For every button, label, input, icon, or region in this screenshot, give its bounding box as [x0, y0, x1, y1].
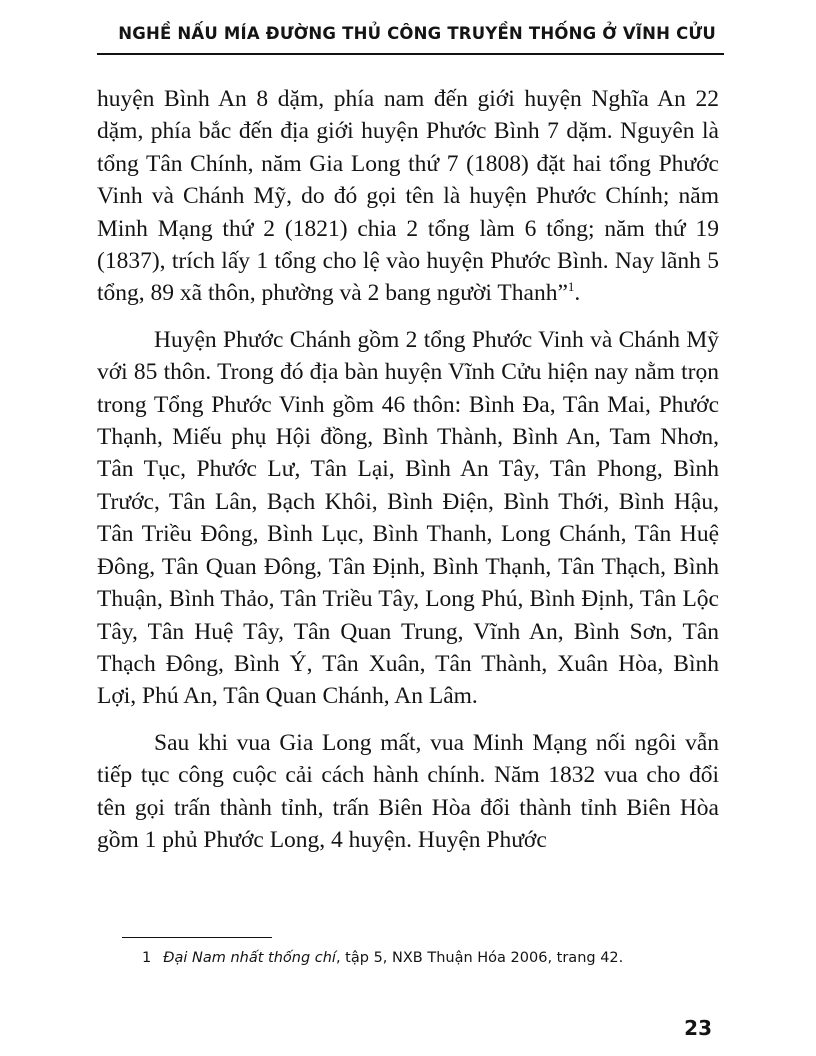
paragraph-2: Huyện Phước Chánh gồm 2 tổng Phước Vinh và Chánh Mỹ với 85 thôn. Trong đó địa bàn huyện Vĩnh Cửu hiện nay nằm trọn trong Tổng Phước Vinh gồm 46 thôn: Bình Đa, Tân Mai, Phước Thạnh, Miếu phụ Hội đồng, Bình Thành, Bình An, Tam Nhơn, Tân Tục, Phước Lư, Tân Lại, Bình An Tây, Tân Phong, Bình Trước, Tân Lân, Bạch Khôi, Bình Điện, Bình Thới, Bình Hậu, Tân Triều Đông, Bình Lục, Bình Thanh, Long Chánh, Tân Huệ Đông, Tân Quan Đông, Tân Định, Bình Thạnh, Tân Thạch, Bình Thuận, Bình Thảo, Tân Triều Tây, Long Phú, Bình Định, Tân Lộc Tây, Tân Huệ Tây, Tân Quan Trung, Vĩnh An, Bình Sơn, Tân Thạch Đông, Bình Ý, Tân Xuân, Tân Thành, Xuân Hòa, Bình Lợi, Phú An, Tân Quan Chánh, An Lâm.: [97, 326, 719, 710]
page-number: 23: [684, 1016, 712, 1040]
paragraph-1-text: huyện Bình An 8 dặm, phía nam đến giới huyện Nghĩa An 22 dặm, phía bắc đến địa giới huyện Phước Bình 7 dặm. Nguyên là tổng Tân Chính, năm Gia Long thứ 7 (1808) đặt hai tổng Phước Vinh và Chánh Mỹ, do đó gọi tên là huyện Phước Chính; năm Minh Mạng thứ 2 (1821) chia 2 tổng làm 6 tổng; năm thứ 19 (1837), trích lấy 1 tổng cho lệ vào huyện Phước Bình. Nay lãnh 5 tổng, 89 xã thôn, phường và 2 bang người Thanh”: [97, 86, 719, 307]
header-rule: [97, 53, 724, 55]
paragraph-3: Sau khi vua Gia Long mất, vua Minh Mạng nối ngôi vẫn tiếp tục công cuộc cải cách hành chính. Năm 1832 vua cho đổi tên gọi trấn thành tỉnh, trấn Biên Hòa đổi thành tỉnh Biên Hòa gồm 1 phủ Phước Long, 4 huyện. Huyện Phước: [97, 729, 719, 853]
paragraph-1: [97, 83, 719, 310]
paragraph-1-end: .: [574, 280, 581, 307]
running-header-title: NGHỀ NẤU MÍA ĐƯỜNG THỦ CÔNG TRUYỀN THỐNG Ở VĨNH CỬU: [118, 24, 716, 43]
footnote-rule: [122, 937, 272, 938]
footnote-source-details: , tập 5, NXB Thuận Hóa 2006, trang 42.: [335, 950, 624, 966]
body-text: [97, 83, 719, 870]
footnote-number: 1: [142, 950, 152, 966]
footnote-source-title: Đại Nam nhất thống chí: [163, 950, 336, 966]
footnote: [142, 950, 702, 966]
footnote-reference[interactable]: 1: [567, 279, 575, 295]
